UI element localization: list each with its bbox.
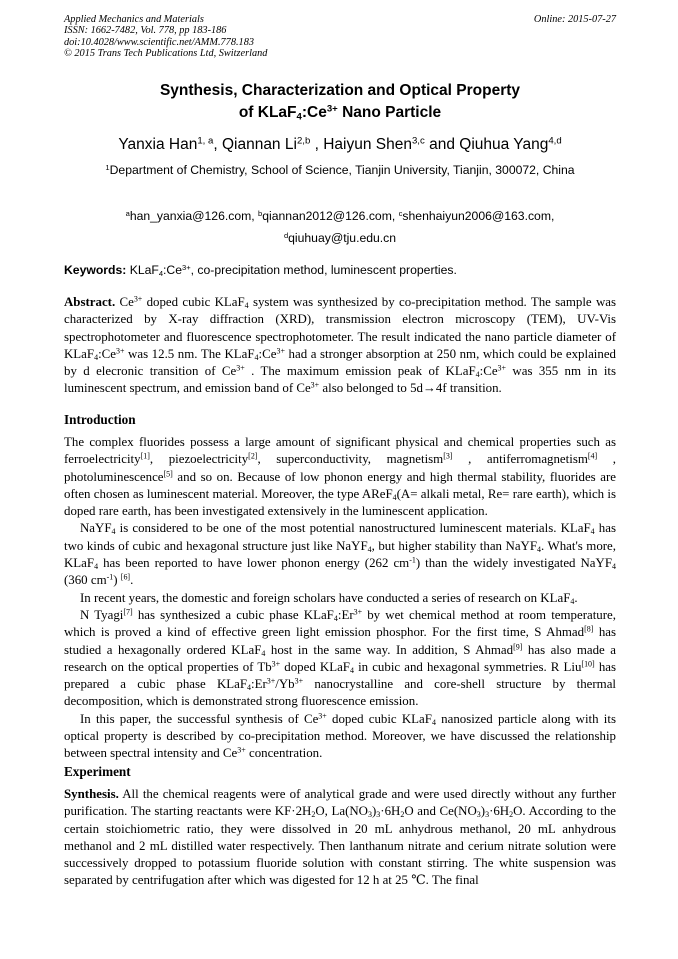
paragraph: NaYF$_4$ is considered to be one of the most potential nanostructured luminescent materials. KLaF$_4$ has two kinds of cubic and hexagonal structure just like NaYF$_4$, but higher stability than NaYF$_4$. What's more, KLaF$_4$ has been reported to have lower phonon energy (262 $cm^{-1}$) than the widely investigated NaYF$_4$ (360 $cm^{-1}$) [6].: [64, 521, 616, 588]
copyright-line: © 2015 Trans Tech Publications Ltd, Switzerland: [64, 48, 268, 60]
email-address: han_yanxia@126.com,: [129, 209, 259, 223]
introduction-body: [64, 434, 616, 763]
author-name: Qiuhua Yang: [459, 136, 549, 153]
paragraph: N Tyagi[7] has synthesized a cubic phase $KLaF_4:Er^{3+}$ by wet chemical method at room temperature, which is proved a kind of effective green light emission phosphor. For the first time, S Ahmad[8] has studied a hexagonally ordered KLaF$_4$ host in the same way. In addition, S Ahmad[9] has also made a research on the optical properties of $Tb^{3+}$ doped KLaF$_4$ in cubic and hexagonal symmetries. R Liu[10] has prepared a cubic phase $KLaF_4:Er^{3+}/Yb^{3+}$ nanocrystalline and core-shell structure by thermal decomposition, which is demonstrated strong fluorescence emission.: [64, 607, 617, 709]
author-mark: 3,c: [411, 135, 425, 147]
affiliation: $^1$Department of Chemistry, School of Science, Tianjin University, Tianjin, 300072, China: [105, 162, 575, 177]
author-mark: 1, a: [197, 135, 214, 147]
author-mark: 2,b: [296, 135, 311, 147]
abstract-label: Abstract.: [64, 295, 116, 309]
email-address: shenhaiyun2006@163.com,: [402, 209, 555, 223]
online-date: Online: 2015-07-27: [533, 14, 616, 25]
email-address: qiannan2012@126.com,: [262, 209, 399, 223]
issn-line: ISSN: 1662-7482, Vol. 778, pp 183-186: [64, 25, 227, 37]
author-list: Yanxia Han$^{1, a}$, Qiannan Li$^{2,b}$ , Haiyun Shen$^{3,c}$ and Qiuhua Yang$^{4,d}$: [118, 135, 562, 153]
journal-header: [64, 14, 616, 60]
paragraph: In recent years, the domestic and foreign scholars have conducted a series of research on KLaF$_4$.: [80, 590, 578, 606]
section-heading-experiment: Experiment: [64, 764, 131, 779]
email-address: qiuhuay@tju.edu.cn: [288, 231, 397, 245]
paper-title-line-2: of $KLaF_4:Ce^{3+}$ Nano Particle: [238, 103, 442, 123]
doi-line: doi:10.4028/www.scientific.net/AMM.778.183: [64, 36, 254, 48]
author-name: Qiannan Li: [221, 136, 297, 153]
paper-title-line-1: Synthesis, Characterization and Optical Property: [159, 82, 521, 99]
author-mark: 4,d: [548, 135, 562, 147]
section-heading-introduction: Introduction: [64, 412, 136, 427]
paragraph: Synthesis. All the chemical reagents were of analytical grade and were used directly without any further purification. The starting reactants were $KF\cdot 2H_2O$, $La(NO_3)_3\cdot 6H_2O$ and $Ce(NO_3)_3\cdot 6H_2O$. According to the certain stoichiometric ratio, they were dissolved in 20 mL anhydrous methanol, 20 mL anhydrous methanol and 2 mL distilled water respectively. Then lanthanum nitrate and cerium nitrate solution were successively dropped to potassium fluoride solution with constant stirring. The white suspension was separated by centrifugation after which was digested for 12 h at 25 ℃. The final: [64, 787, 616, 888]
experiment-body: [64, 786, 616, 890]
author-name: Haiyun Shen: [323, 136, 412, 153]
keywords: Keywords: $KLaF_4:Ce^{3+}$, co-precipitation method, luminescent properties.: [64, 262, 457, 278]
journal-name: Applied Mechanics and Materials: [64, 14, 204, 25]
paragraph: The complex fluorides possess a large amount of significant physical and chemical properties such as ferroelectricity[1], piezoelectricity[2], superconductivity, magnetism[3] , antiferromagnetism[4] , photoluminescence[5] and so on. Because of low phonon energy and high thermal stability, fluorides are often chosen as luminescent material. Moreover, the type AReF$_4$(A= alkali metal, Re= rare earth), which is doped rare earth, has been investigated extensively in the luminescent application.: [64, 435, 617, 519]
email-list: $^a$han_yanxia@126.com, $^b$qiannan2012@126.com, $^c$shenhaiyun2006@163.com, $^d$qiuhuay@tju.edu.cn: [125, 208, 555, 245]
keywords-label: Keywords:: [64, 263, 127, 277]
abstract: Abstract. $Ce^{3+}$ doped cubic KLaF$_4$ system was synthesized by co-precipitation method. The sample was characterized by X-ray diffraction (XRD), transmission electron microscopy (TEM), UV-Vis spectrophotometer and fluorescence spectrophotometer. The result indicated the nano particle diameter of $KLaF_4:Ce^{3+}$ was 12.5 nm. The $KLaF_4:Ce^{3+}$ had a stronger absorption at 250 nm, which could be explained by d elecronic transition of $Ce^{3+}$ . The maximum emission peak of $KLaF_4:Ce^{3+}$ was 355 nm in its luminescent spectrum, and emission band of $Ce^{3+}$ also belonged to 5d→4f transition.: [64, 294, 617, 396]
paragraph: In this paper, the successful synthesis of $Ce^{3+}$ doped cubic KLaF$_4$ nanosized particle along with its optical property is described by co-precipitation method. Moreover, we have discussed the relationship between spectral intensity and $Ce^{3+}$ concentration.: [64, 711, 616, 761]
synthesis-label: Synthesis.: [64, 787, 119, 801]
author-name: Yanxia Han: [118, 136, 198, 153]
